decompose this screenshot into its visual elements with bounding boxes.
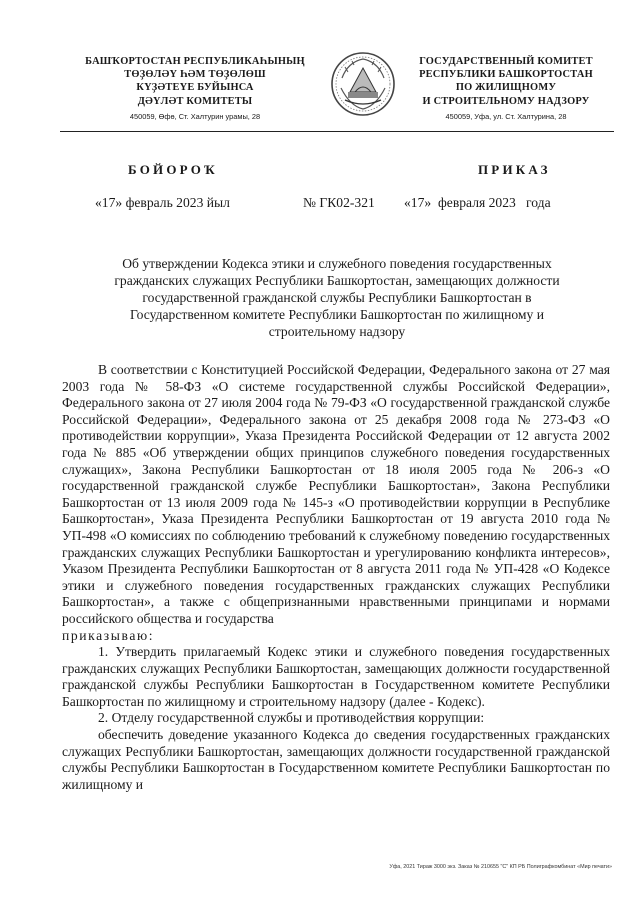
order-title: [62, 255, 612, 340]
order-date-ru: «17» февраля 2023 года: [404, 195, 551, 210]
header-divider: [60, 131, 614, 132]
header-right-line-3: ПО ЖИЛИЩНОМУ: [455, 82, 557, 94]
title-line-2: гражданских служащих Республики Башкортостан, замещающих должности: [114, 273, 560, 288]
header-right-address: 450059, Уфа, ул. Ст. Халтурина, 28: [445, 111, 567, 121]
header-right-line-2: РЕСПУБЛИКИ БАШКОРТОСТАН: [419, 69, 593, 81]
order-word: приказываю:: [62, 627, 155, 643]
item-1: 1. Утвердить прилагаемый Кодекс этики и служебного поведения государственных гражданских служащих Республики Башкортостан, замещающих должности государственной гражданской службы Республики Башкортостан в Государственном комитете Республики Башкортостан по жилищному и строительному надзору (далее - Кодекс).: [62, 644, 610, 709]
preamble-paragraph: В соответствии с Конституцией Российской Федерации, Федерального закона от 27 мая 2003 года № 58-ФЗ «О системе государственной службы Российской Федерации», Федерального закона от 27 июля 2004 года № 79-ФЗ «О государственной гражданской службе Российской Федерации», Федерального закона от 25 декабря 2008 года № 273-ФЗ «О противодействии коррупции», Указа Президента Российской Федерации от 12 августа 2002 года № 885 «Об утверждении общих принципов служебного поведения государственных служащих», Закона Республики Башкортостан от 18 июля 2005 года № 206-з «О государственной гражданской службе Республики Башкортостан», Закона Республики Башкортостан от 13 июля 2009 года № 145-з «О противодействии коррупции в Республике Башкортостан», Указа Президента Республики Башкортостан от 19 августа 2010 года № УП-498 «О комиссиях по соблюдению требований к служебному поведению государственных гражданских служащих Республики Башкортостан и урегулированию конфликта интересов», Указом Президента Республики Башкортостан от 8 августа 2011 года № УП-428 «О Кодексе этики и служебного поведения государственных гражданских служащих Республики Башкортостан», а также с общепризнанными нравственными принципами и нормами российского общества и государства: [62, 362, 610, 626]
title-line-4: Государственном комитете Республики Башкортостан по жилищному и: [130, 307, 544, 322]
item-2: 2. Отделу государственной службы и противодействия коррупции:: [98, 710, 485, 726]
header-left-line-3: КҮҘӘТЕҮЕ БУЙЫНСА: [136, 82, 254, 94]
order-body: [62, 362, 610, 793]
item-2a: обеспечить доведение указанного Кодекса до сведения государственных гражданских служащих Республики Башкортостан, замещающих должности государственной гражданской службы Республики Башкортостан в Государственном комитете Республики Башкортостан по жилищному и: [62, 727, 610, 792]
header-left: [60, 55, 330, 121]
title-line-1: Об утверждении Кодекса этики и служебного поведения государственных: [122, 256, 552, 271]
header-left-line-2: ТӨҘӨЛӘҮ ҺӘМ ТӨҘӨЛӨШ: [124, 69, 266, 81]
header-right-line-4: И СТРОИТЕЛЬНОМУ НАДЗОРУ: [422, 95, 590, 107]
order-number: № ГК02-321: [303, 195, 375, 210]
order-date-bash: «17» февраль 2023 йыл: [95, 195, 230, 210]
title-line-5: строительному надзору: [268, 324, 406, 339]
coat-of-arms-icon: [328, 48, 398, 120]
header-left-line-1: БАШҠОРТОСТАН РЕСПУБЛИКАҺЫНЫҢ: [85, 56, 305, 67]
header-right: [400, 55, 612, 121]
print-footer-note: Уфа, 2021 Тираж 3000 экз. Заказ № 210655 "С" КП РБ Полиграфкомбинат «Мир печати»: [389, 864, 612, 870]
title-line-3: государственной гражданской службы Республики Башкортостан в: [142, 290, 532, 305]
order-type-ru: ПРИКАЗ: [478, 162, 551, 177]
order-type-bash: БОЙОРОҠ: [128, 162, 218, 177]
header-left-address: 450059, Өфө, Ст. Халтурин урамы, 28: [129, 111, 261, 121]
header-left-line-4: ДӘҮЛӘТ КОМИТЕТЫ: [137, 95, 253, 107]
header-right-line-1: ГОСУДАРСТВЕННЫЙ КОМИТЕТ: [419, 56, 593, 67]
